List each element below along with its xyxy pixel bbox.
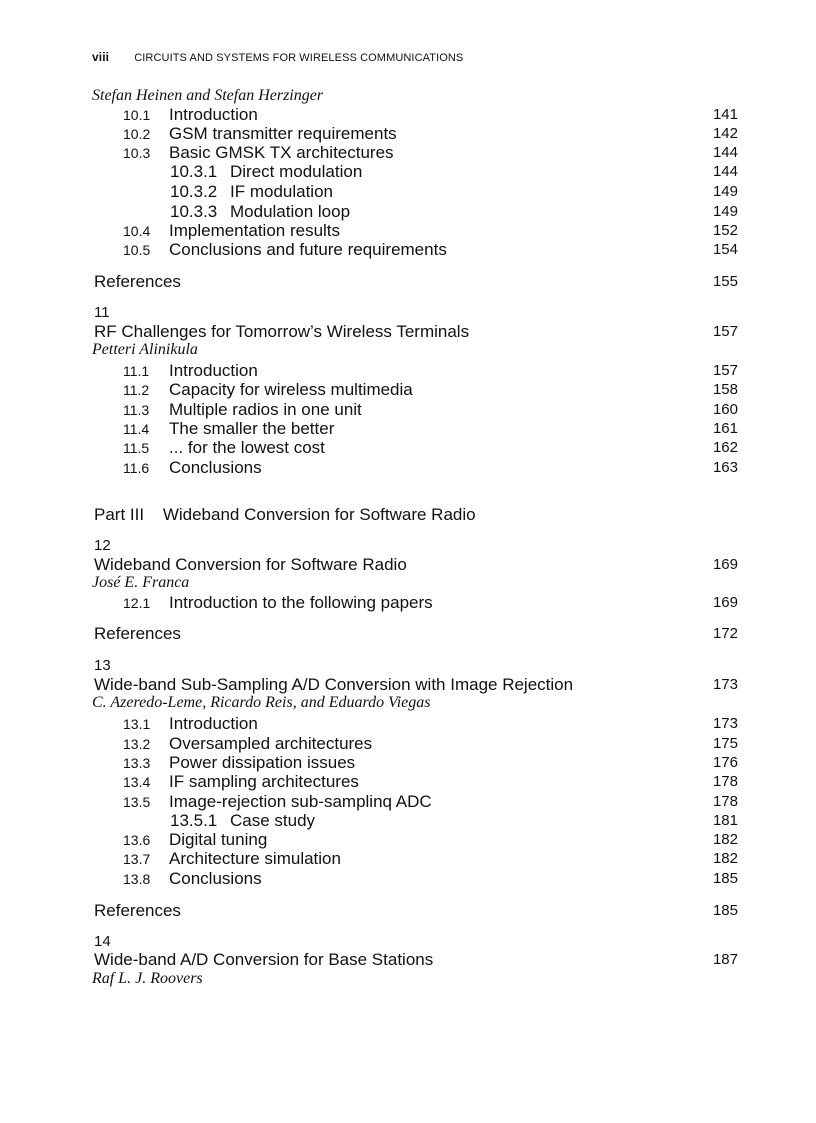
section-number: 13.8 — [123, 871, 151, 887]
page-number: 157 — [712, 362, 738, 379]
toc-references-10[interactable] — [0, 272, 816, 292]
toc-entry-10-4[interactable] — [0, 221, 816, 241]
toc-chapter-11[interactable] — [0, 322, 816, 342]
references-title: References — [94, 624, 181, 643]
chapter-12-number: 12 — [94, 537, 111, 554]
section-title: Digital tuning — [169, 830, 268, 849]
subsection-number: 13.5.1 — [170, 811, 218, 830]
toc-entry-11-4[interactable] — [0, 419, 816, 439]
page-number: 161 — [712, 420, 738, 437]
page-number: 158 — [712, 381, 738, 398]
subsection-title: Direct modulation — [230, 162, 363, 181]
page-number: 141 — [712, 106, 738, 123]
section-number: 10.3 — [123, 145, 151, 161]
section-title: Capacity for wireless multimedia — [169, 380, 413, 399]
toc-entry-11-3[interactable] — [0, 400, 816, 420]
page-number: 152 — [712, 222, 738, 239]
section-number: 11.1 — [123, 363, 150, 379]
subsection-title: IF modulation — [230, 182, 333, 201]
page-number: 185 — [712, 902, 738, 919]
section-number: 12.1 — [123, 595, 151, 611]
chapter-14-number: 14 — [94, 933, 111, 950]
section-number: 13.7 — [123, 851, 151, 867]
toc-entry-11-5[interactable] — [0, 438, 816, 458]
page-number: 173 — [712, 676, 738, 693]
section-number: 10.1 — [123, 107, 151, 123]
toc-entry-13-6[interactable] — [0, 830, 816, 850]
section-number: 10.2 — [123, 126, 151, 142]
page-number: 175 — [712, 735, 738, 752]
toc-entry-13-8[interactable] — [0, 869, 816, 889]
toc-entry-10-3-1[interactable] — [0, 162, 816, 182]
chapter-title: Wideband Conversion for Software Radio — [94, 555, 407, 574]
section-number: 10.5 — [123, 242, 151, 258]
section-title: Conclusions — [169, 869, 262, 888]
toc-entry-13-1[interactable] — [0, 714, 816, 734]
page-number: 144 — [712, 163, 738, 180]
page-number: 169 — [712, 556, 738, 573]
toc-entry-13-7[interactable] — [0, 849, 816, 869]
section-number: 13.1 — [123, 716, 151, 732]
section-number: 10.4 — [123, 223, 151, 239]
toc-entry-13-2[interactable] — [0, 734, 816, 754]
toc-references-12[interactable] — [0, 624, 816, 644]
toc-entry-12-1[interactable] — [0, 593, 816, 613]
running-head — [92, 50, 463, 64]
chapter-title: Wide-band Sub-Sampling A/D Conversion with Image Rejection — [94, 675, 574, 694]
toc-entry-11-2[interactable] — [0, 380, 816, 400]
toc-entry-13-5-1[interactable] — [0, 811, 816, 831]
section-title: Introduction — [169, 714, 258, 733]
subsection-number: 10.3.2 — [170, 182, 218, 201]
toc-entry-11-1[interactable] — [0, 361, 816, 381]
toc-entry-13-5[interactable] — [0, 792, 816, 812]
page-number: 178 — [712, 793, 738, 810]
section-title: Image-rejection sub-samplinq ADC — [169, 792, 432, 811]
chapter-11-author: Petteri Alinikula — [92, 341, 198, 358]
page-number: 149 — [712, 203, 738, 220]
section-title: Introduction — [169, 361, 258, 380]
section-number: 11.4 — [123, 421, 150, 437]
toc-references-13[interactable] — [0, 901, 816, 921]
toc-entry-10-1[interactable] — [0, 105, 816, 125]
section-number: 13.5 — [123, 794, 151, 810]
section-title: Conclusions and future requirements — [169, 240, 447, 259]
chapter-10-author: Stefan Heinen and Stefan Herzinger — [92, 87, 324, 104]
section-title: Introduction to the following papers — [169, 593, 433, 612]
page-number: 169 — [712, 594, 738, 611]
section-title: Basic GMSK TX architectures — [169, 143, 394, 162]
page-number: 178 — [712, 773, 738, 790]
page-number: 182 — [712, 850, 738, 867]
toc-chapter-12[interactable] — [0, 555, 816, 575]
section-number: 11.5 — [123, 440, 150, 456]
chapter-title: Wide-band A/D Conversion for Base Stations — [94, 950, 434, 969]
section-number: 13.6 — [123, 832, 151, 848]
section-title: Implementation results — [169, 221, 341, 240]
section-number: 11.2 — [123, 382, 150, 398]
page-number: 172 — [712, 625, 738, 642]
section-title: Introduction — [169, 105, 258, 124]
section-number: 13.4 — [123, 774, 151, 790]
section-title: The smaller the better — [169, 419, 335, 438]
page-number: 154 — [712, 241, 738, 258]
chapter-12-author: José E. Franca — [92, 574, 190, 591]
page-number: 155 — [712, 273, 738, 290]
references-title: References — [94, 901, 181, 920]
chapter-title: RF Challenges for Tomorrow’s Wireless Terminals — [94, 322, 470, 341]
chapter-14-author: Raf L. J. Roovers — [92, 970, 203, 987]
page-number: 162 — [712, 439, 738, 456]
section-title: Oversampled architectures — [169, 734, 373, 753]
section-title: Architecture simulation — [169, 849, 341, 868]
toc-entry-10-3-2[interactable] — [0, 182, 816, 202]
section-title: Power dissipation issues — [169, 753, 356, 772]
page-number: 157 — [712, 323, 738, 340]
section-title: Multiple radios in one unit — [169, 400, 362, 419]
chapter-11-number: 11 — [94, 304, 110, 321]
subsection-title: Modulation loop — [230, 202, 351, 221]
section-number: 11.3 — [123, 402, 150, 418]
page-number: 163 — [712, 459, 738, 476]
running-head-title: CIRCUITS AND SYSTEMS FOR WIRELESS COMMUNICATIONS — [134, 52, 464, 64]
subsection-title: Case study — [230, 811, 316, 830]
page-number: 185 — [712, 870, 738, 887]
chapter-13-number: 13 — [94, 657, 111, 674]
section-title: IF sampling architectures — [169, 772, 359, 791]
toc-entry-10-5[interactable] — [0, 240, 816, 260]
part-title: Wideband Conversion for Software Radio — [162, 505, 476, 524]
subsection-number: 10.3.1 — [170, 162, 218, 181]
toc-chapter-14[interactable] — [0, 950, 816, 970]
chapter-13-author: C. Azeredo-Leme, Ricardo Reis, and Eduardo Viegas — [92, 694, 431, 711]
subsection-number: 10.3.3 — [170, 202, 218, 221]
toc-entry-10-3-3[interactable] — [0, 202, 816, 222]
toc-entry-10-2[interactable] — [0, 124, 816, 144]
section-title: Conclusions — [169, 458, 262, 477]
section-number: 13.2 — [123, 736, 151, 752]
toc-entry-11-6[interactable] — [0, 458, 816, 478]
part-label: Part III — [94, 505, 145, 524]
page-number: 160 — [712, 401, 738, 418]
page-number: 182 — [712, 831, 738, 848]
page-number: 144 — [712, 144, 738, 161]
part-3-heading[interactable] — [94, 505, 476, 525]
toc-chapter-13[interactable] — [0, 675, 816, 695]
toc-entry-10-3[interactable] — [0, 143, 816, 163]
page-number: 173 — [712, 715, 738, 732]
page-number: 142 — [712, 125, 738, 142]
references-title: References — [94, 272, 181, 291]
page-number: 176 — [712, 754, 738, 771]
page-number: 187 — [712, 951, 738, 968]
toc-entry-13-4[interactable] — [0, 772, 816, 792]
toc-entry-13-3[interactable] — [0, 753, 816, 773]
page-number: 149 — [712, 183, 738, 200]
page-folio: viii — [92, 50, 110, 64]
section-title: GSM transmitter requirements — [169, 124, 397, 143]
page-number: 181 — [712, 812, 738, 829]
section-number: 11.6 — [123, 460, 150, 476]
section-title: ... for the lowest cost — [169, 438, 325, 457]
section-number: 13.3 — [123, 755, 151, 771]
